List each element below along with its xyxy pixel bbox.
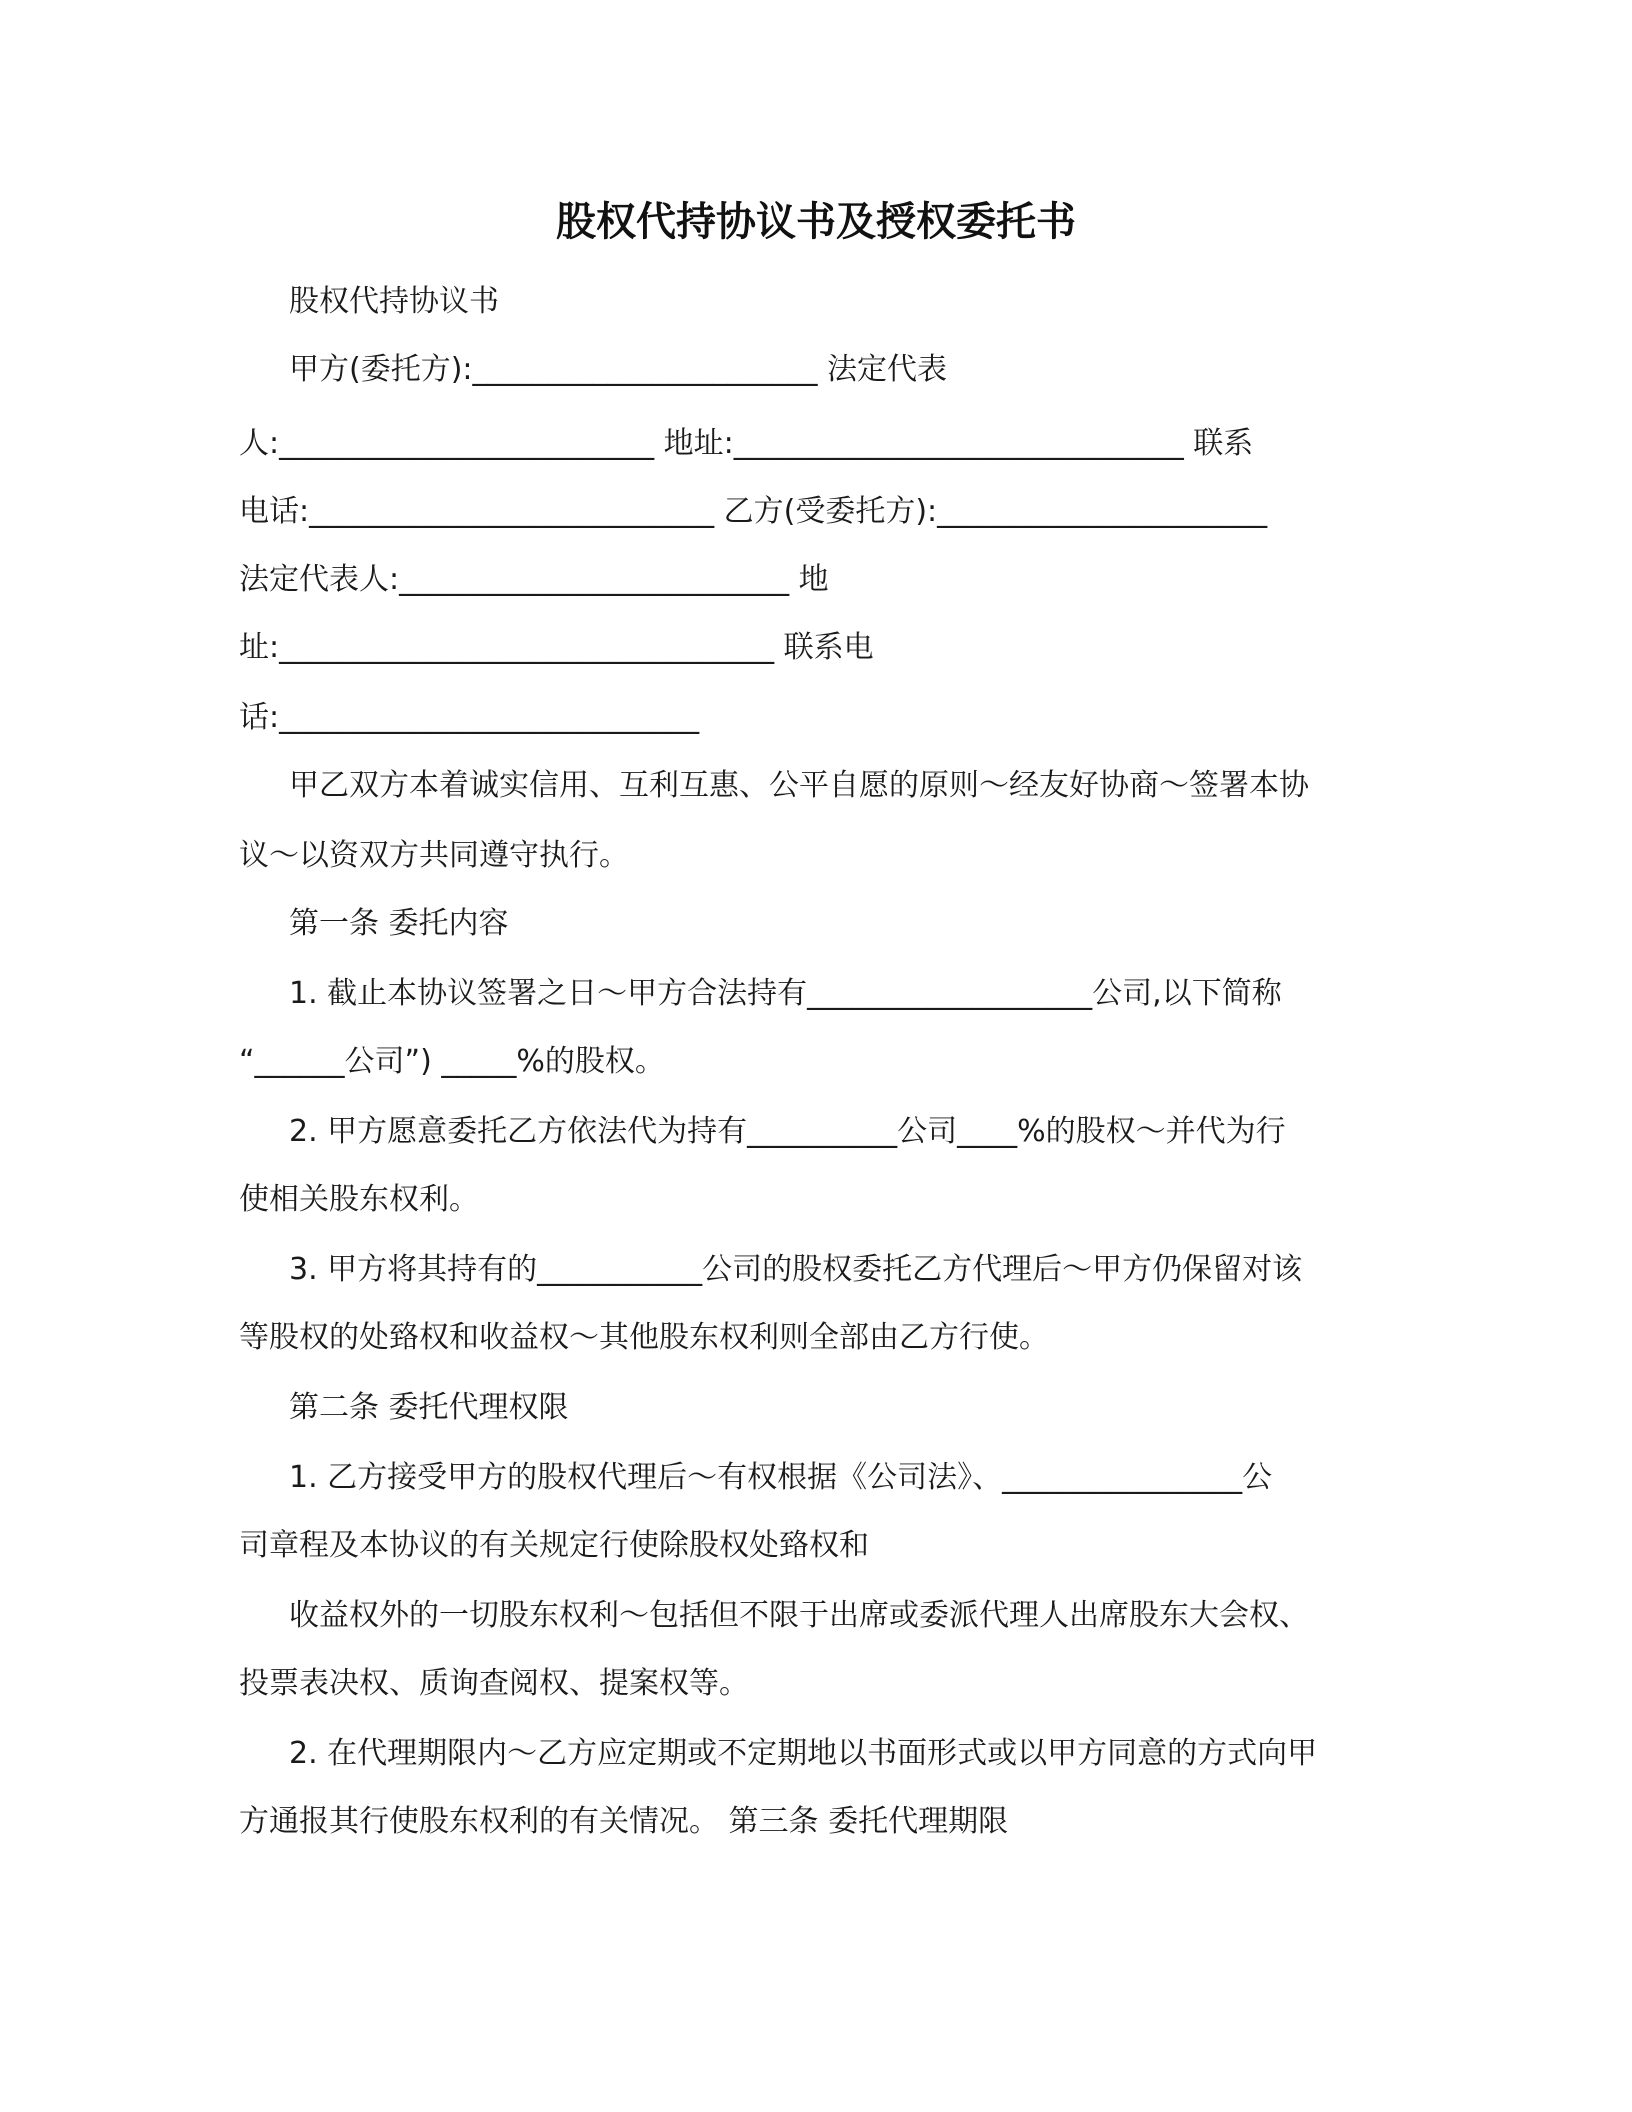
text-line: 甲方(委托方):_______________________ 法定代表: [289, 352, 948, 387]
text-line: 司章程及本协议的有关规定行使除股权处臵权和: [239, 1528, 869, 1563]
text-line: 等股权的处臵权和收益权～其他股东权利则全部由乙方行使。: [239, 1320, 1049, 1355]
article-heading: 第二条 委托代理权限: [289, 1390, 569, 1425]
text-line: 2. 在代理期限内～乙方应定期或不定期地以书面形式或以甲方同意的方式向甲: [289, 1736, 1318, 1771]
text-line: 3. 甲方将其持有的___________公司的股权委托乙方代理后～甲方仍保留对该: [289, 1252, 1303, 1287]
document-title: 股权代持协议书及授权委托书: [556, 199, 1076, 245]
text-line: 话:____________________________: [239, 700, 700, 735]
text-line: 1. 截止本协议签署之日～甲方合法持有___________________公司,以下简称: [289, 976, 1282, 1011]
text-line: 法定代表人:__________________________ 地: [239, 562, 829, 597]
text-line: 电话:___________________________ 乙方(受委托方):______________________: [239, 494, 1268, 529]
text-line: 方通报其行使股东权利的有关情况。 第三条 委托代理期限: [239, 1804, 1009, 1839]
text-line: “______公司”) _____%的股权。: [239, 1044, 665, 1079]
text-line: 址:_________________________________ 联系电: [239, 630, 874, 665]
section-heading: 股权代持协议书: [289, 284, 499, 319]
text-line: 2. 甲方愿意委托乙方依法代为持有__________公司____%的股权～并代为行: [289, 1114, 1286, 1149]
text-line: 投票表决权、质询查阅权、提案权等。: [239, 1666, 749, 1701]
text-line: 1. 乙方接受甲方的股权代理后～有权根据《公司法》、________________公: [289, 1460, 1273, 1495]
text-line: 收益权外的一切股东权利～包括但不限于出席或委派代理人出席股东大会权、: [289, 1598, 1309, 1633]
text-line: 人:_________________________ 地址:______________________________ 联系: [239, 426, 1254, 461]
article-heading: 第一条 委托内容: [289, 906, 509, 941]
text-line: 议～以资双方共同遵守执行。: [239, 838, 629, 873]
text-line: 甲乙双方本着诚实信用、互利互惠、公平自愿的原则～经友好协商～签署本协: [289, 768, 1309, 803]
text-line: 使相关股东权利。: [239, 1182, 479, 1217]
